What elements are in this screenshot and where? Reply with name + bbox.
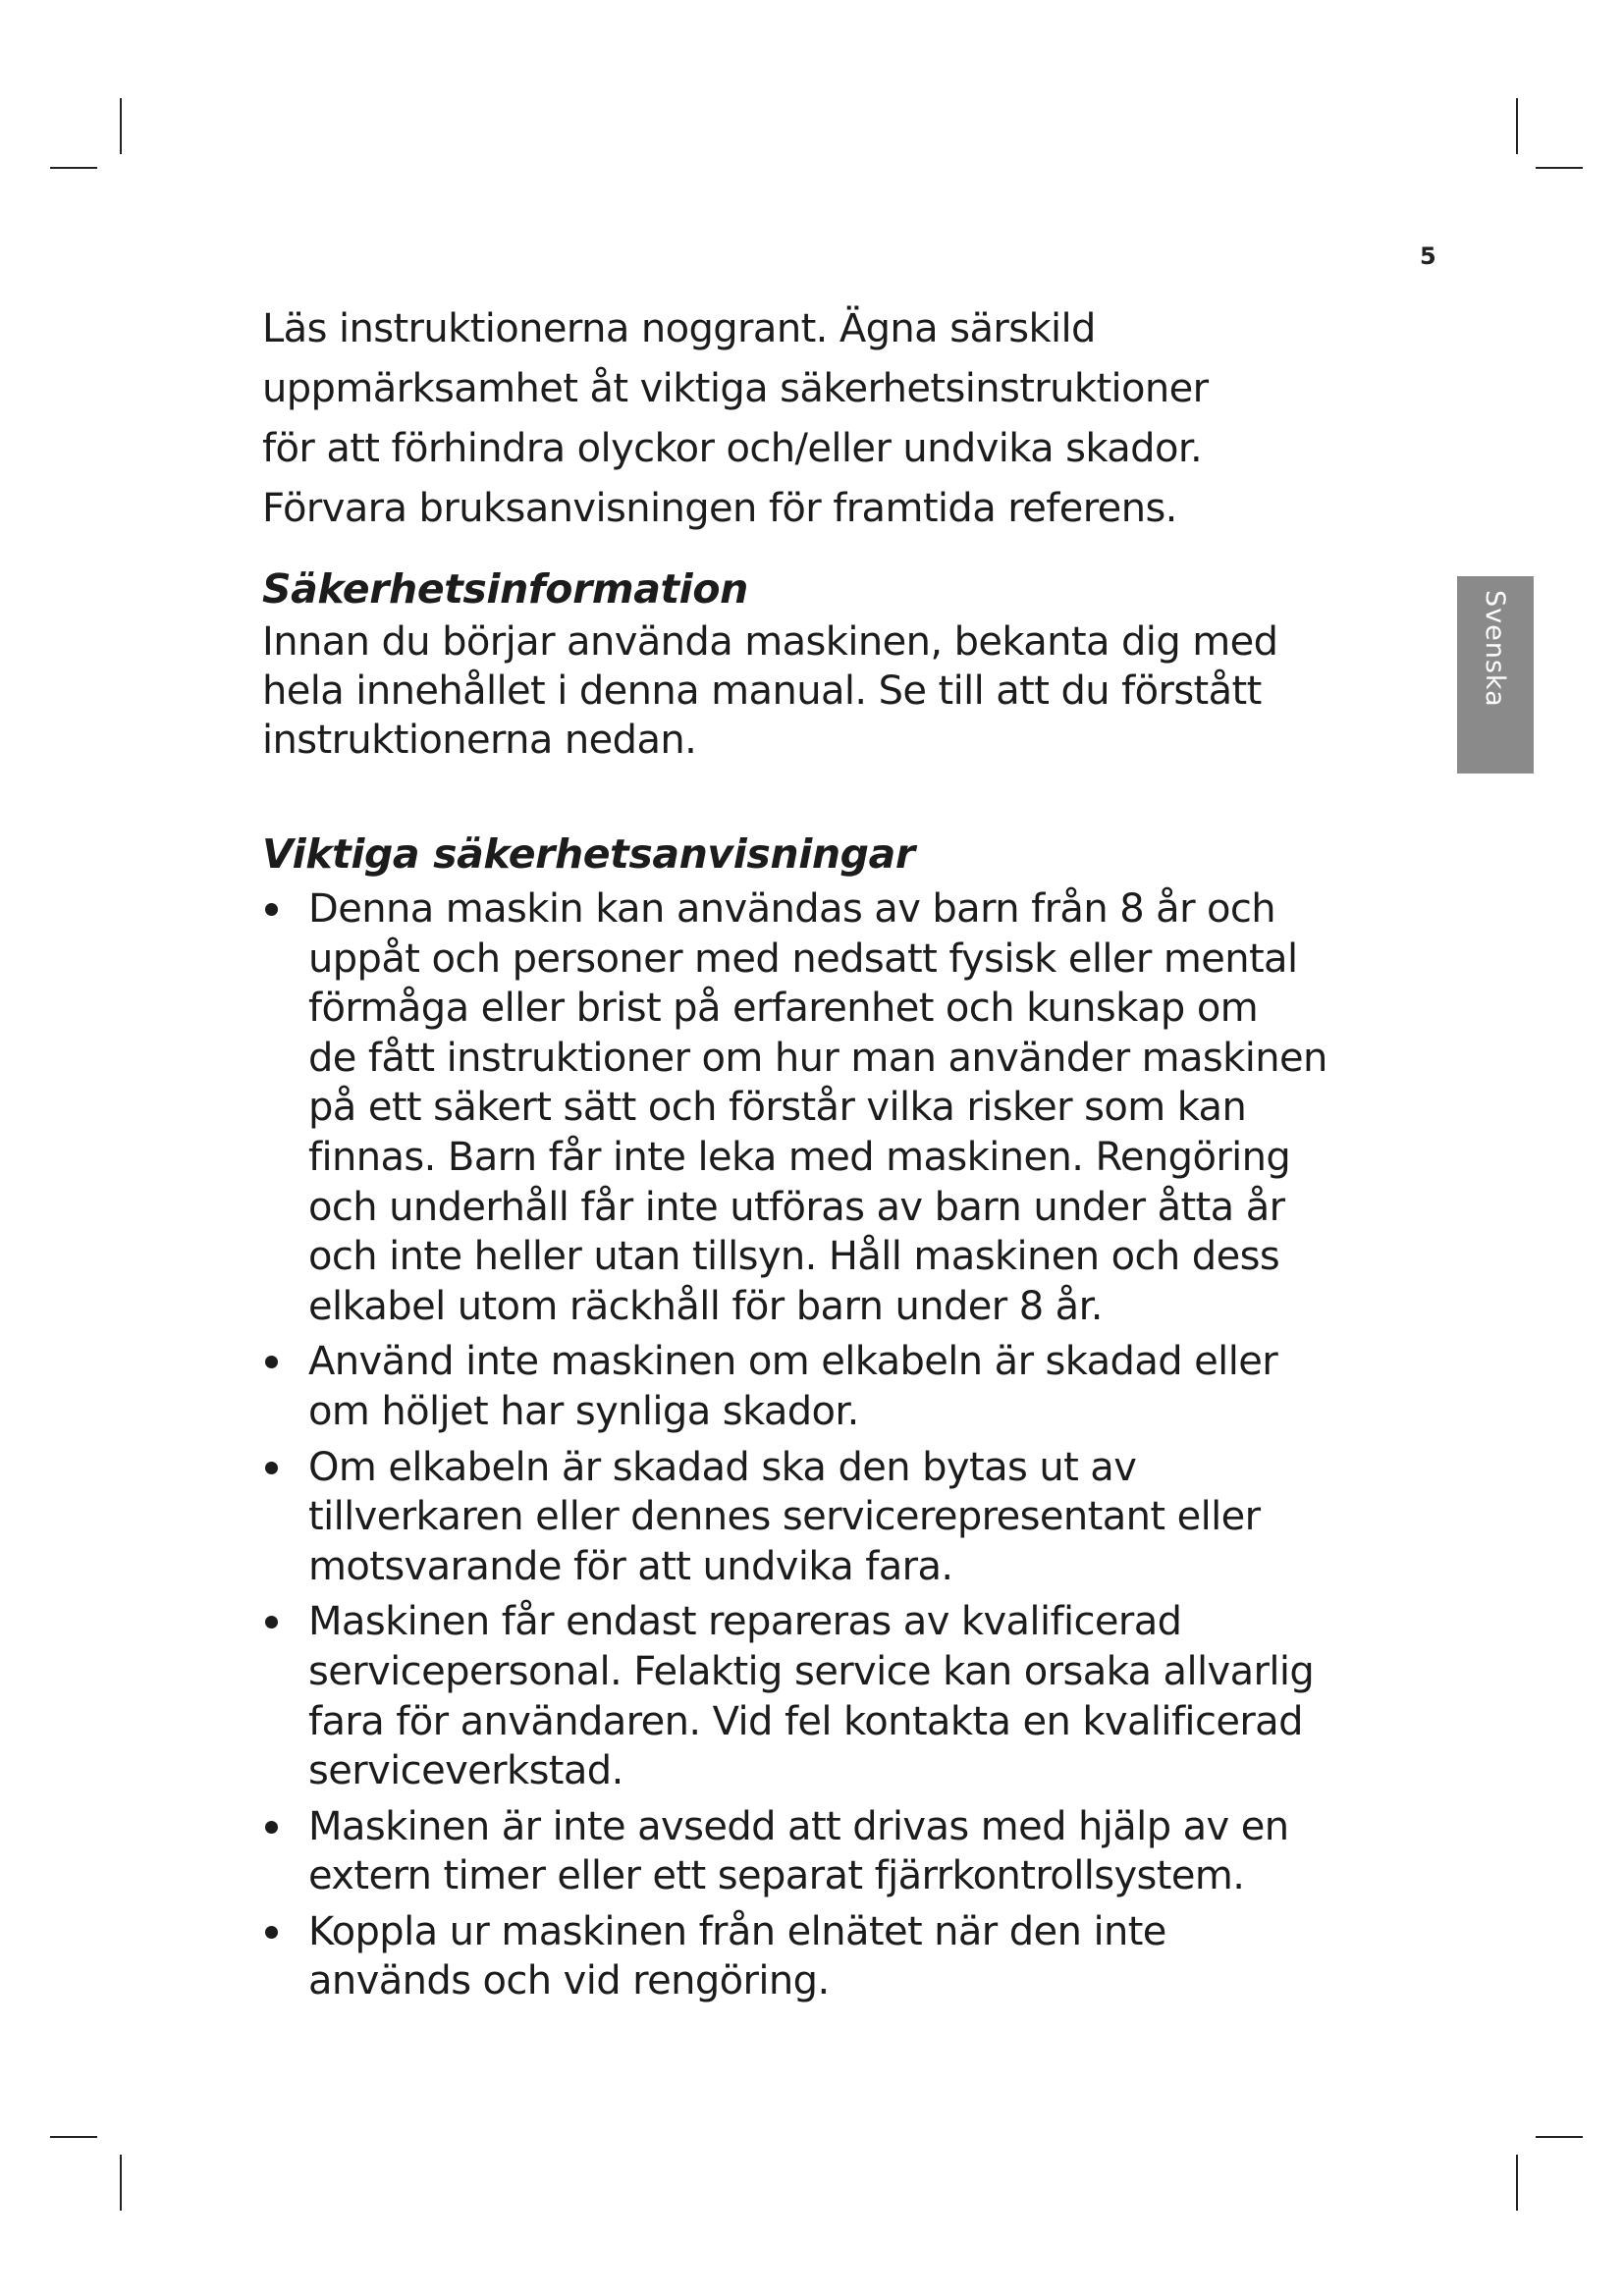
crop-mark-bottom-right-vertical xyxy=(1516,2155,1518,2211)
bullet-icon xyxy=(265,1821,278,1834)
crop-mark-top-left-vertical xyxy=(120,98,122,154)
safety-instructions-list xyxy=(262,884,1381,2006)
list-item-text: Maskinen får endast repareras av kvalificerad servicepersonal. Felaktig service kan orsaka allvarlig fara för användaren. Vid fel kontakta en kvalificerad serviceverkstad. xyxy=(308,1599,1315,1794)
crop-mark-bottom-left-horizontal xyxy=(50,2136,97,2138)
important-safety-heading: Viktiga säkerhetsanvisningar xyxy=(262,830,915,878)
crop-mark-bottom-left-vertical xyxy=(120,2155,122,2211)
bullet-icon xyxy=(265,1616,278,1629)
bullet-icon xyxy=(265,903,278,916)
list-item-text: Koppla ur maskinen från elnätet när den inte används och vid rengöring. xyxy=(308,1908,1166,2004)
list-item-text: Om elkabeln är skadad ska den bytas ut av tillverkaren eller dennes servicerepresentant eller motsvarande för att undvika fara. xyxy=(308,1444,1261,1589)
safety-information-text: Innan du börjar använda maskinen, bekanta dig med hela innehållet i denna manual. Se till att du förstått instruktionerna nedan. xyxy=(262,619,1278,763)
intro-paragraph: Läs instruktionerna noggrant. Ägna särskild uppmärksamhet åt viktiga säkerhetsinstruktioner för att förhindra olyckor och/eller undvika skador. Förvara bruksanvisningen för framtida referens. xyxy=(262,306,1209,531)
page-number: 5 xyxy=(1420,242,1436,270)
page-content xyxy=(262,299,1381,2012)
list-item-text: Denna maskin kan användas av barn från 8 år och uppåt och personer med nedsatt fysisk eller mental förmåga eller brist på erfarenhet och kunskap om de fått instruktioner om hur man använder maskinen på ett säkert sätt och förstår vilka risker som kan finnas. Barn får inte leka med maskinen. Rengöring och underhåll får inte utföras av barn under åtta år och inte heller utan tillsyn. Håll maskinen och dess elkabel utom räckhåll för barn under 8 år. xyxy=(308,886,1327,1329)
safety-information-heading: Säkerhetsinformation xyxy=(262,565,748,613)
crop-mark-top-right-horizontal xyxy=(1536,167,1583,169)
list-item xyxy=(262,1337,1381,1436)
list-item xyxy=(262,1443,1381,1592)
list-item xyxy=(262,1597,1381,1795)
list-item-text: Använd inte maskinen om elkabeln är skadad eller om höljet har synliga skador. xyxy=(308,1339,1278,1434)
list-item-text: Maskinen är inte avsedd att drivas med hjälp av en extern timer eller ett separat fjärrkontrollsystem. xyxy=(308,1803,1289,1899)
crop-mark-top-right-vertical xyxy=(1516,98,1518,154)
bullet-icon xyxy=(265,1462,278,1474)
language-side-tab xyxy=(1457,576,1534,774)
list-item xyxy=(262,884,1381,1331)
crop-mark-bottom-right-horizontal xyxy=(1536,2136,1583,2138)
bullet-icon xyxy=(265,1356,278,1368)
language-side-tab-label: Svenska xyxy=(1480,590,1510,708)
list-item xyxy=(262,1907,1381,2006)
list-item xyxy=(262,1802,1381,1901)
crop-mark-top-left-horizontal xyxy=(50,167,97,169)
bullet-icon xyxy=(265,1926,278,1939)
